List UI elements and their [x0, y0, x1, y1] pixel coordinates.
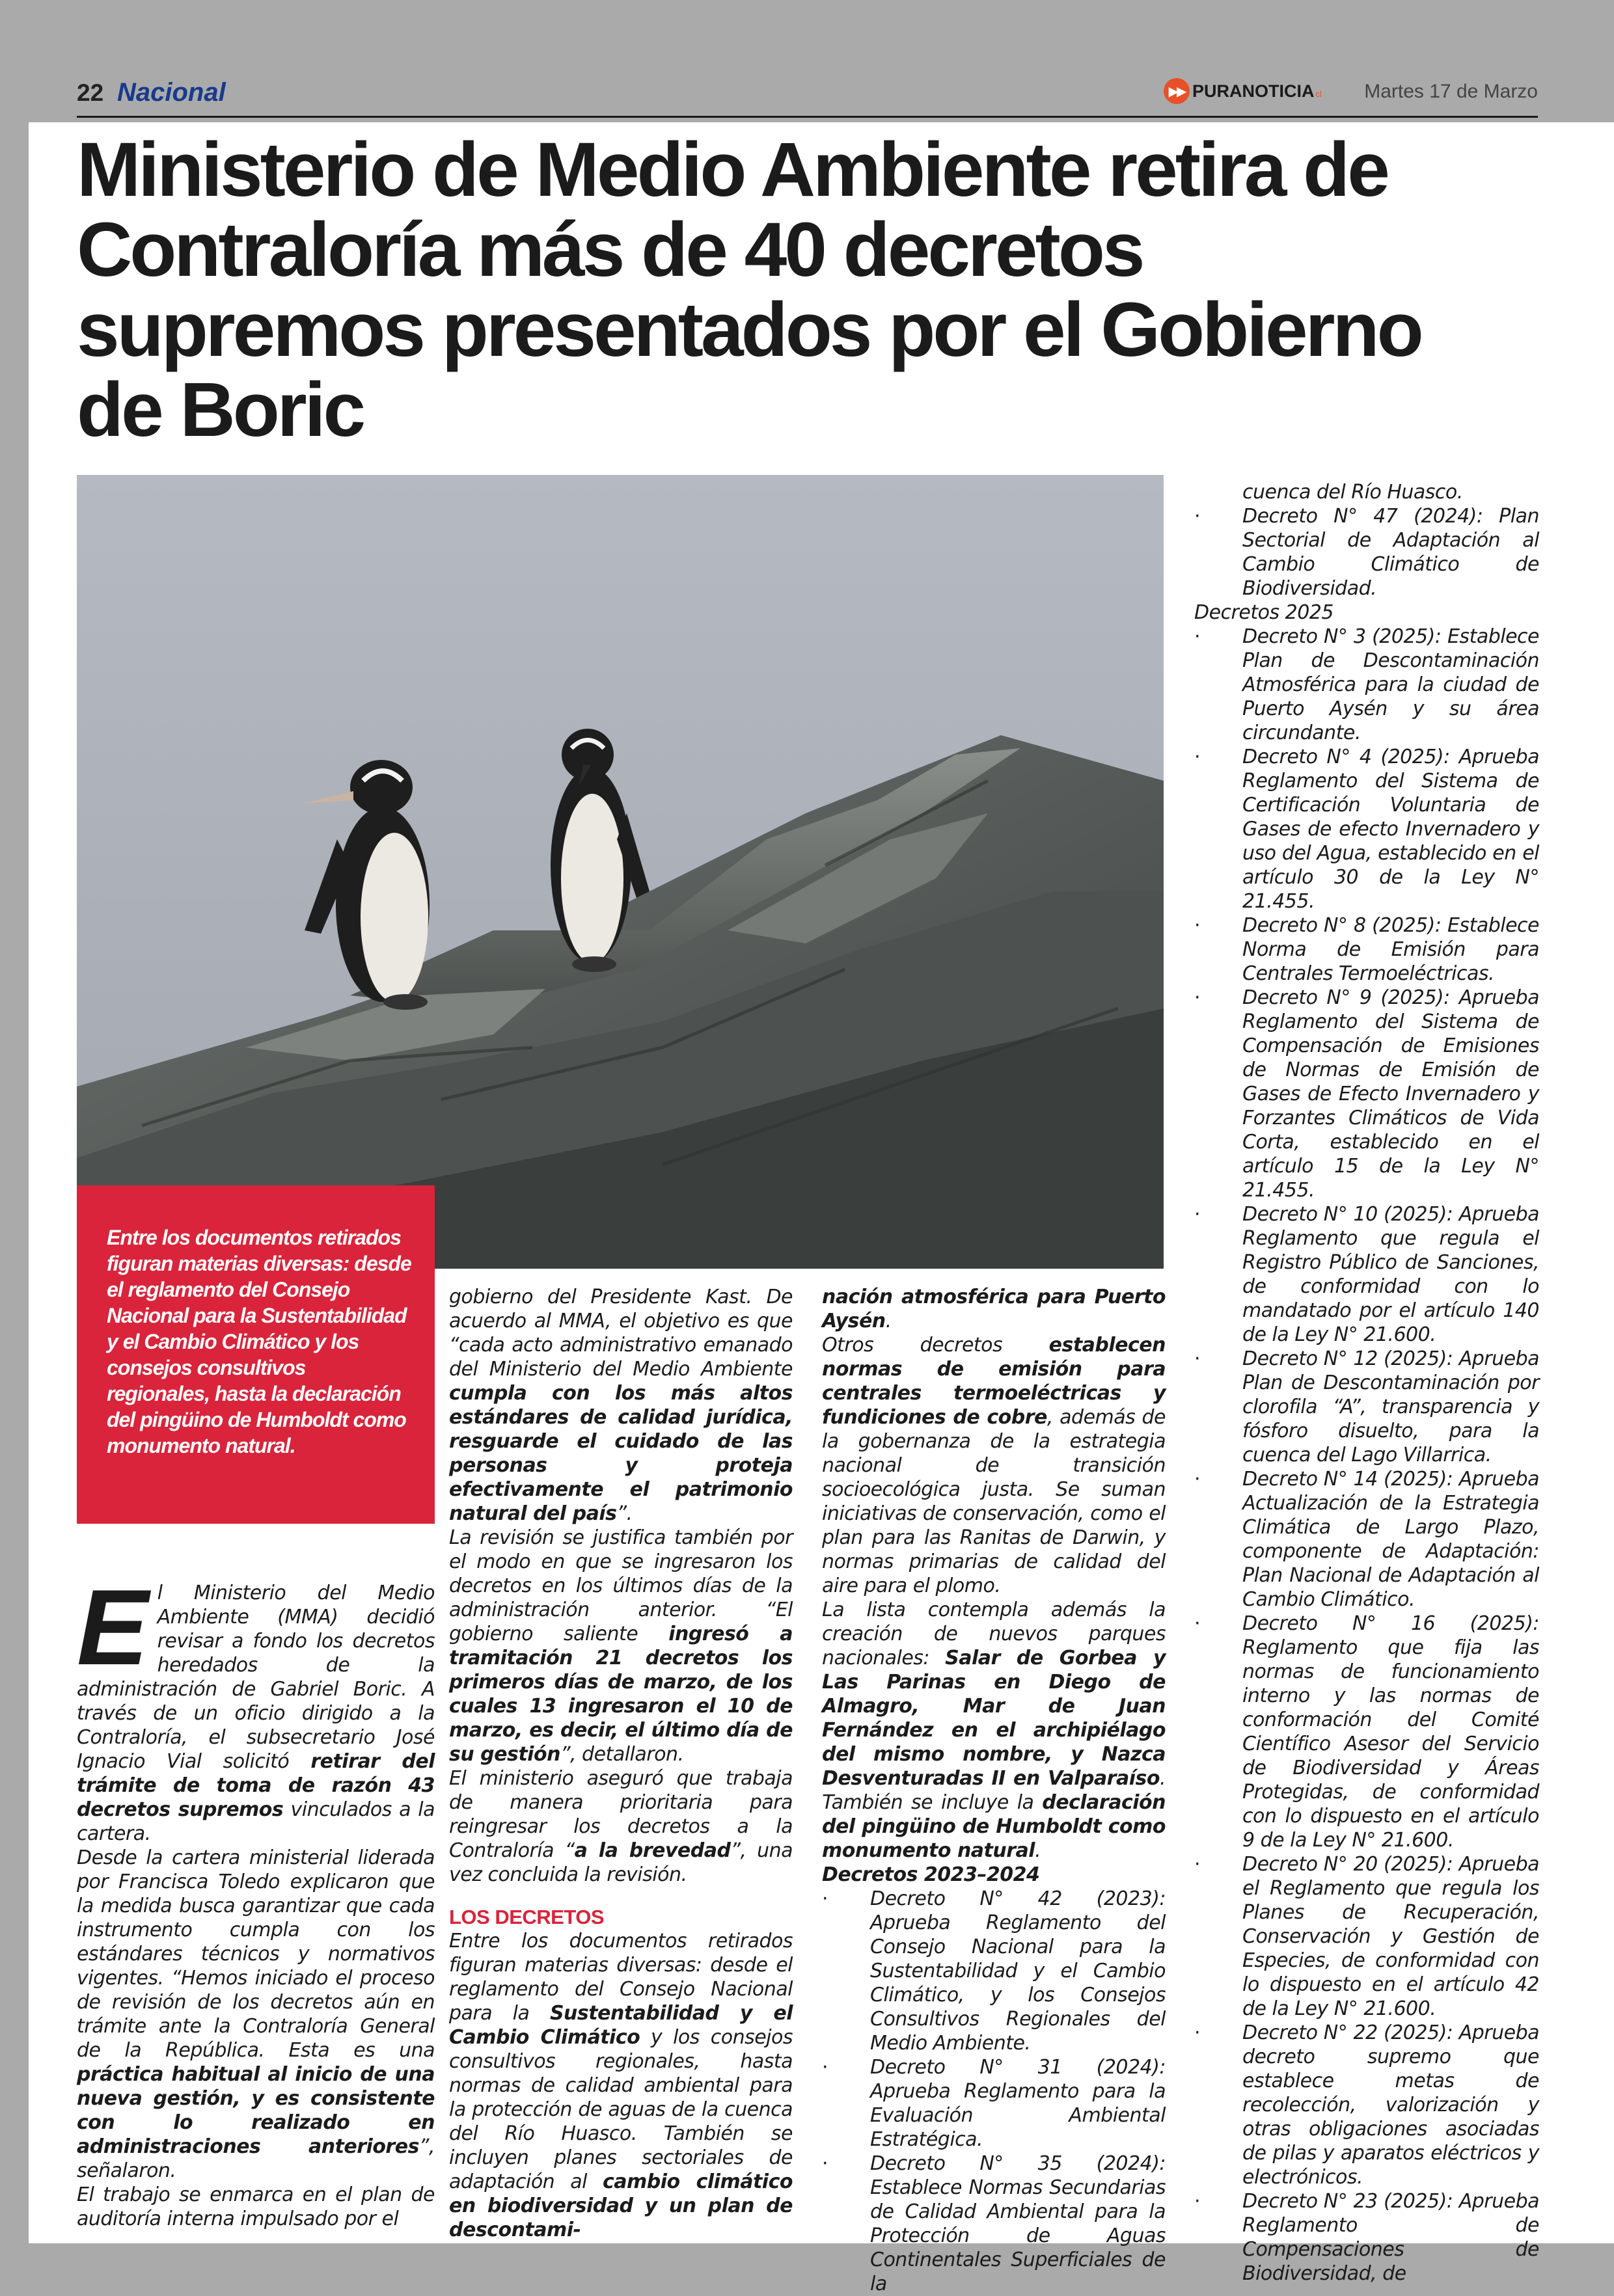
article-column-1 — [77, 1567, 435, 2231]
decree-list-item: · Decreto N° 23 (2025): Aprueba Reglamento de Compensaciones de Biodiversidad, de — [1194, 2190, 1539, 2285]
paragraph: gobierno del Presidente Kast. De acuerdo al MMA, el objetivo es que “cada acto administrativo emanado del Ministerio del Medio Ambiente cumpla con los más altos estándares de calidad jurídica, resguarde el cuidado de las personas y proteja efectivamente el patrimonio natural del país”. — [449, 1286, 793, 1525]
subheading-los-decretos: LOS DECRETOS — [449, 1906, 605, 1928]
page-header — [77, 72, 1538, 118]
paragraph: El ministerio aseguró que trabaja de manera prioritaria para reingresar los decretos a la Contraloría “a la brevedad”, una vez concluida la revisión. — [449, 1767, 793, 1886]
decree-list-item: · Decreto N° 10 (2025): Aprueba Reglamento que regula el Registro Público de Sanciones, de conformidad con lo mandatado por el artículo 140 de la Ley N° 21.600. — [1194, 1203, 1539, 1346]
decree-list-item: · Decreto N° 14 (2025): Aprueba Actualización de la Estrategia Climática de Largo Plazo, componente de Adaptación: Plan Nacional de Adaptación al Cambio Climático. — [1194, 1468, 1539, 1611]
decree-list-item: · Decreto N° 35 (2024): Establece Normas Secundarias de Calidad Ambiental para la Protección de Aguas Continentales Superficiales de la — [822, 2152, 1166, 2295]
issue-date: Martes 17 de Marzo — [1364, 81, 1538, 102]
bullet-icon: · — [1194, 1853, 1201, 1876]
decree-list-item: · Decreto N° 42 (2023): Aprueba Reglamento del Consejo Nacional para la Sustentabilidad y el Cambio Climático, y los Consejos Consultivos Regionales del Medio Ambiente. — [822, 1887, 1166, 2055]
paragraph: Entre los documentos retirados figuran materias diversas: desde el reglamento del Consejo Nacional para la Sustentabilidad y el Cambio Climático y los consejos consultivos regionales, hasta normas de calidad ambiental para la protección de aguas de la cuenca del Río Huasco. También se incluyen planes sectoriales de adaptación al cambio climático en biodiversidad y un plan de descontami- — [449, 1930, 793, 2241]
bullet-icon: · — [1194, 1347, 1201, 1370]
drop-cap: E — [77, 1567, 148, 1687]
decree-list-item: · Decreto N° 12 (2025): Aprueba Plan de Descontaminación por clorofila “A”, transparencia y fósforo disuelto, para la cuenca del Lago Villarrica. — [1194, 1347, 1539, 1466]
bullet-icon: · — [1194, 1612, 1201, 1635]
bullet-icon: · — [822, 2152, 828, 2175]
bullet-icon: · — [1194, 986, 1201, 1009]
decree-group-heading: Decretos 2025 — [1194, 601, 1334, 624]
paragraph: Otros decretos establecen normas de emisión para centrales termoeléctricas y fundiciones de cobre, además de la gobernanza de la estrategia nacional de transición socioecológica justa. Se suman iniciativas de conservación, como el plan para las Ranitas de Darwin, y normas primarias de calidad del aire para el plomo. — [822, 1334, 1166, 1597]
decree-list-item: · Decreto N° 22 (2025): Aprueba decreto supremo que establece metas de recolección, valorización y otras obligaciones asociadas de pilas y aparatos eléctricos y electrónicos. — [1194, 2021, 1539, 2189]
article-column-2 — [449, 1285, 793, 2242]
bullet-icon: · — [1194, 505, 1201, 528]
article-column-3 — [822, 1285, 1166, 2296]
page-number: 22 — [77, 79, 104, 106]
play-arrows-icon: ▶▶ — [1164, 78, 1190, 104]
bullet-icon: · — [1194, 914, 1201, 937]
decree-group-heading: Decretos 2023–2024 — [822, 1863, 1040, 1886]
article-column-4 — [1194, 480, 1539, 2286]
bullet-icon: · — [1194, 746, 1201, 768]
bullet-icon: · — [1194, 1203, 1201, 1226]
paragraph: nación atmosférica para Puerto Aysén. — [822, 1286, 1166, 1332]
bullet-icon: · — [822, 2056, 828, 2079]
section-name: Nacional — [117, 78, 226, 107]
paragraph: La lista contempla además la creación de nuevos parques nacionales: Salar de Gorbea y Las Parinas en Diego de Almagro, Mar de Juan Fernández en el archipiélago del mismo nombre, y Nazca Desventuradas II en Valparaíso. También se incluye la declaración del pingüino de Humboldt como monumento natural. — [822, 1599, 1166, 1862]
decree-list-item: · Decreto N° 31 (2024): Aprueba Reglamento para la Evaluación Ambiental Estratégica. — [822, 2056, 1166, 2151]
article-headline: Ministerio de Medio Ambiente retira de Contraloría más de 40 decretos supremos presentados por el Gobierno de Boric — [77, 127, 1421, 453]
decree-list-item: · Decreto N° 3 (2025): Establece Plan de Descontaminación Atmosférica para la ciudad de Puerto Aysén y su área circundante. — [1194, 625, 1539, 744]
pull-quote-box — [77, 1185, 435, 1524]
decree-continuation: cuenca del Río Huasco. — [1242, 481, 1463, 504]
logo-suffix: cl — [1315, 88, 1322, 99]
decree-list-item: · Decreto N° 8 (2025): Establece Norma de Emisión para Centrales Termoeléctricas. — [1194, 914, 1539, 985]
pull-quote-text: Entre los documentos retirados figuran materias diversas: desde el reglamento del Consejo Nacional para la Sustentabilidad y el Cambio Climático y los consejos consultivos regionales, hasta la declaración del pingüino de Humboldt como monumento natural. — [107, 1226, 411, 1457]
bullet-icon: · — [1194, 1468, 1201, 1491]
decree-list-item: · Decreto N° 20 (2025): Aprueba el Reglamento que regula los Planes de Recuperación, Conservación y Gestión de Especies, de conformidad con lo dispuesto en el artículo 42 de la Ley N° 21.600. — [1194, 1853, 1539, 2020]
paragraph: El trabajo se enmarca en el plan de auditoría interna impulsado por el — [77, 2183, 435, 2230]
decree-list-item: · Decreto N° 4 (2025): Aprueba Reglamento del Sistema de Certificación Voluntaria de Gases de efecto Invernadero y uso del Agua, establecido en el artículo 30 de la Ley N° 21.455. — [1194, 746, 1539, 913]
puranoticia-logo — [1164, 78, 1322, 104]
paragraph: La revisión se justifica también por el modo en que se ingresaron los decretos en los últimos días de la administración anterior. “El gobierno saliente ingresó a tramitación 21 decretos los primeros días de marzo, de los cuales 13 ingresaron el 10 de marzo, es decir, el último día de su gestión”, detallaron. — [449, 1526, 793, 1766]
paragraph: Desde la cartera ministerial liderada por Francisca Toledo explicaron que la medida busca garantizar que cada instrumento cumpla con los estándares técnicos y normativos vigentes. “Hemos iniciado el proceso de revisión de los decretos aún en trámite ante la Contraloría General de la República. Esta es una práctica habitual al inicio de una nueva gestión, y es consistente con lo realizado en administraciones anteriores”, señalaron. — [77, 1846, 435, 2182]
decree-list-item: · Decreto N° 47 (2024): Plan Sectorial de Adaptación al Cambio Climático de Biodiversidad. — [1194, 505, 1539, 600]
bullet-icon: · — [1194, 625, 1201, 648]
bullet-icon: · — [1194, 2021, 1201, 2044]
decree-list-item: · Decreto N° 16 (2025): Reglamento que fija las normas de funcionamiento interno y las normas de conformación del Comité Científico Asesor del Servicio de Biodiversidad y Áreas Protegidas, de conformidad con lo dispuesto en el artículo 9 de la Ley N° 21.600. — [1194, 1612, 1539, 1852]
bullet-icon: · — [822, 1887, 828, 1910]
bullet-icon: · — [1194, 2190, 1201, 2213]
penguins-photo — [77, 475, 1164, 1269]
logo-text: PURANOTICIA — [1192, 81, 1315, 101]
decree-list-item: · Decreto N° 9 (2025): Aprueba Reglamento del Sistema de Compensación de Emisiones de Normas de Emisión de Gases de Efecto Invernadero y Forzantes Climáticos de Vida Corta, establecido en el artículo 15 de la Ley N° 21.455. — [1194, 986, 1539, 1202]
lead-paragraph: El Ministerio del Medio Ambiente (MMA) decidió revisar a fondo los decretos heredados de la administración de Gabriel Boric. A través de un oficio dirigido a la Contraloría, el subsecretario José Ignacio Vial solicitó retirar del trámite de toma de razón 43 decretos supremos vinculados a la cartera. — [77, 1567, 435, 1845]
